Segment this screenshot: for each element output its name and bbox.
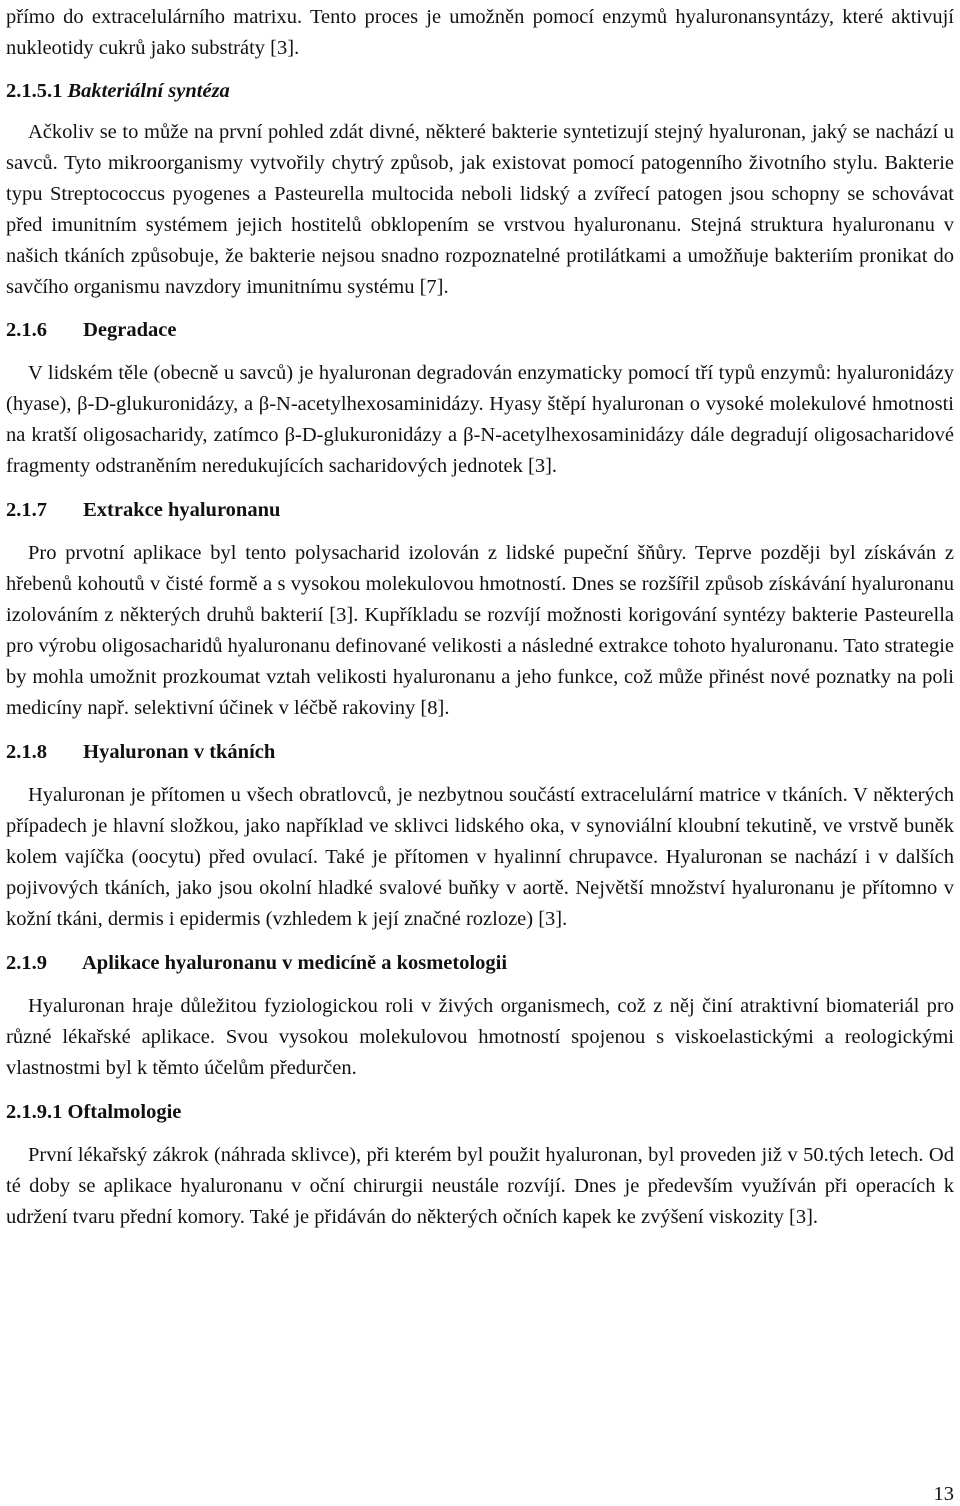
paragraph-extraction: Pro prvotní aplikace byl tento polysacharid izolován z lidské pupeční šňůry. Teprve později byl získáván z hřebenů kohoutů v čisté formě a s vysokou molekulovou hmotností. Dnes se rozšířil způsob získávání hyaluronanu izolováním z některých druhů bakterií [3]. Kupříkladu se rozvíjí možnosti korigování syntézy bakterie Pasteurella pro výrobu oligosacharidů hyaluronanu definované velikosti a následné extrakce tohoto hyaluronanu. Tato strategie by mohla umožnit prozkoumat vztah velikosti hyaluronanu a jeho funkce, což může přinést nové poznatky na poli medicíny např. selektivní účinek v léčbě rakoviny [8]. <box>6 542 954 719</box>
paragraph-degradation: V lidském těle (obecně u savců) je hyaluronan degradován enzymaticky pomocí tří typů enzymů: hyaluronidázy (hyase), β-D-glukuronidázy, a β-N-acetylhexosaminidázy. Hyasy štěpí hyaluronan o vysoké molekulové hmotnosti na kratší oligosacharidy, zatímco β-D-glukuronidázy a β-N-acetylhexosaminidázy dále degradují oligosacharidové fragmenty odstraněním neredukujících sacharidových jednotek [3]. <box>6 362 954 477</box>
heading-extraction <box>6 495 954 526</box>
paragraph-bacterial: Ačkoliv se to může na první pohled zdát divné, některé bakterie syntetizují stejný hyaluronan, jaký se nachází u savců. Tyto mikroorganismy vytvořily chytrý způsob, jak existovat pomocí patogenního životního stylu. Bakterie typu Streptococcus pyogenes a Pasteurella multocida neboli lidský a zvířecí patogen jsou schopny se schovávat před imunitním systémem jejich hostitelů obklopením se vrstvou hyaluronanu. Stejná struktura hyaluronanu v našich tkáních způsobuje, že bakterie nejsou snadno rozpoznatelné protilátkami a umožňuje bakteriím pronikat do savčího organismu navzdory imunitnímu systému [7]. <box>6 121 954 298</box>
heading-number: 2.1.9.1 <box>6 1101 63 1123</box>
paragraph-ophthalmology: První lékařský zákrok (náhrada sklivce), při kterém byl použit hyaluronan, byl proveden již v 50.tých letech. Od té doby se aplikace hyaluronanu v oční chirurgii neustále rozvíjí. Dnes je především využíván při operacích k udržení tvaru přední komory. Také je přidáván do některých očních kapek ke zvýšení viskozity [3]. <box>6 1144 954 1228</box>
heading-applications <box>6 948 954 979</box>
paragraph-applications: Hyaluronan hraje důležitou fyziologickou roli v živých organismech, což z něj činí atraktivní biomateriál pro různé lékařské aplikace. Svou vysokou molekulovou hmotností spojenou s viskoelastickými a reologickými vlastnostmi byl k těmto účelům předurčen. <box>6 995 954 1079</box>
heading-title: Bakteriální syntéza <box>67 80 230 102</box>
document-page <box>6 0 954 1233</box>
heading-title: Hyaluronan v tkáních <box>83 741 276 763</box>
heading-title: Extrakce hyaluronanu <box>83 499 281 521</box>
heading-number: 2.1.6 <box>6 319 47 341</box>
page-number: 13 <box>933 1483 954 1505</box>
heading-number: 2.1.9 <box>6 952 47 974</box>
heading-title: Oftalmologie <box>67 1101 182 1123</box>
heading-title: Degradace <box>83 319 177 341</box>
paragraph-intro: přímo do extracelulárního matrixu. Tento proces je umožněn pomocí enzymů hyaluronansyntázy, které aktivují nukleotidy cukrů jako substráty [3]. <box>6 6 954 59</box>
heading-ophthalmology <box>6 1097 954 1128</box>
heading-number: 2.1.8 <box>6 741 47 763</box>
heading-bacterial-synthesis <box>6 76 954 107</box>
heading-title: Aplikace hyaluronanu v medicíně a kosmetologii <box>82 952 508 974</box>
heading-tissues <box>6 737 954 768</box>
paragraph-tissues: Hyaluronan je přítomen u všech obratlovců, je nezbytnou součástí extracelulární matrice v tkáních. V některých případech je hlavní složkou, jako například ve sklivci lidského oka, v synoviální kloubní tekutině, ve vrstvě buněk kolem vajíčka (oocytu) před ovulací. Také je přítomen v hyalinní chrupavce. Hyaluronan se nachází i v dalších pojivových tkáních, jako jsou okolní hladké svalové buňky v aortě. Největší množství hyaluronanu je přítomno v kožní tkáni, dermis i epidermis (vzhledem k její značné rozloze) [3]. <box>6 784 954 930</box>
heading-number: 2.1.7 <box>6 499 47 521</box>
heading-number: 2.1.5.1 <box>6 80 63 102</box>
heading-degradation <box>6 315 954 346</box>
